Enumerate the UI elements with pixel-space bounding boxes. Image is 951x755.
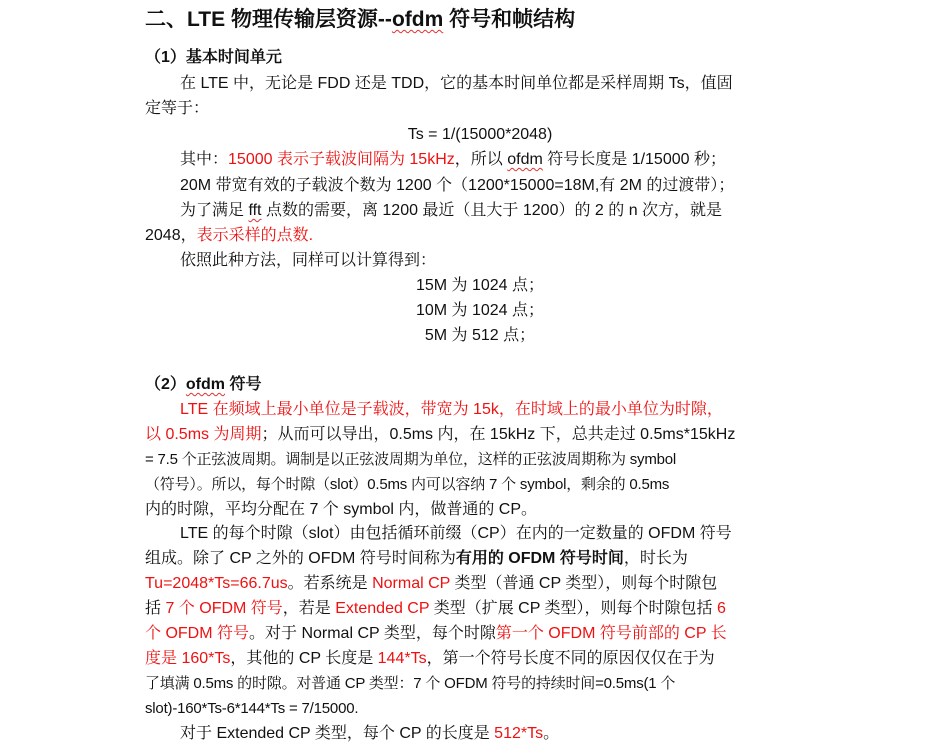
highlight-text: 7 个 OFDM 符号 bbox=[165, 600, 283, 617]
result-line: 5M 为 512 点； bbox=[424, 327, 536, 344]
paragraph-line: 内的时隙，平均分配在 7 个 symbol 内，做普通的 CP。 bbox=[145, 501, 538, 518]
paragraph-line: LTE 的每个时隙（slot）由包括循环前缀（CP）在内的一定数量的 OFDM 符号 bbox=[180, 525, 732, 542]
text: 组成。除了 CP 之外的 OFDM 符号时间称为 bbox=[145, 550, 456, 567]
text: 点数的需要，离 1200 最近（且大于 1200）的 2 的 n 次方，就是 bbox=[261, 202, 723, 219]
text: 。 bbox=[543, 725, 560, 742]
text: 。对于 Normal CP 类型，每个时隙 bbox=[249, 625, 496, 642]
paragraph-line bbox=[145, 622, 727, 646]
title-prefix: 二、LTE 物理传输层资源-- bbox=[145, 8, 392, 31]
text: 类型（普通 CP 类型），则每个时隙包 bbox=[450, 575, 718, 592]
text: 符号 bbox=[225, 376, 262, 393]
paragraph-line bbox=[145, 423, 735, 447]
paragraph-line: 定等于： bbox=[145, 100, 210, 117]
spellcheck-word[interactable]: ofdm bbox=[185, 376, 226, 393]
paragraph-line: 在 LTE 中，无论是 FDD 还是 TDD，它的基本时间单位都是采样周期 Ts，值固 bbox=[180, 75, 733, 92]
highlight-text: 512*Ts bbox=[494, 725, 544, 742]
paragraph-line bbox=[145, 224, 313, 248]
paragraph-line: 依照此种方法，同样可以计算得到： bbox=[180, 252, 437, 269]
paragraph-line bbox=[145, 597, 726, 621]
paragraph-line bbox=[145, 572, 717, 596]
highlight-text: 表示采样的点数. bbox=[196, 227, 314, 244]
spellcheck-word[interactable]: fft bbox=[248, 202, 262, 219]
paragraph-line: 20M 带宽有效的子载波个数为 1200 个（1200*15000=18M,有 2M 的过渡带）； bbox=[180, 177, 735, 194]
paragraph-line bbox=[180, 722, 559, 746]
text: 符号长度是 1/15000 秒； bbox=[542, 151, 726, 168]
highlight-text: 个 OFDM 符号 bbox=[145, 625, 249, 642]
section-heading-ofdm-symbol bbox=[145, 373, 261, 397]
result-line: 15M 为 1024 点； bbox=[415, 277, 545, 294]
title-suffix: 符号和帧结构 bbox=[443, 8, 576, 31]
text: 2048， bbox=[145, 227, 197, 244]
text: 其中： bbox=[180, 151, 229, 168]
text: 括 bbox=[145, 600, 166, 617]
spellcheck-word[interactable]: ofdm bbox=[507, 151, 543, 168]
highlight-text: 15000 表示子载波间隔为 15kHz bbox=[228, 151, 455, 168]
text: ，其他的 CP 长度是 bbox=[230, 650, 378, 667]
bold-text: 有用的 OFDM 符号时间 bbox=[455, 550, 624, 567]
text: 对于 Extended CP 类型，每个 CP 的长度是 bbox=[180, 725, 495, 742]
text: 为了满足 bbox=[180, 202, 249, 219]
text: 。若系统是 bbox=[287, 575, 373, 592]
highlight-text: Normal CP bbox=[372, 575, 451, 592]
formula-ts: Ts = 1/(15000*2048) bbox=[407, 126, 553, 143]
highlight-text: 144*Ts bbox=[377, 650, 427, 667]
paragraph-line: = 7.5 个正弦波周期。调制是以正弦波周期为单位，这样的正弦波周期称为 symbol bbox=[145, 451, 677, 468]
text: （2） bbox=[145, 376, 186, 393]
text: ，第一个符号长度不同的原因仅仅在于为 bbox=[426, 650, 715, 667]
text: ；从而可以导出，0.5ms 内，在 15kHz 下，总共走过 0.5ms*15kHz bbox=[261, 426, 736, 443]
highlight-text: Extended CP bbox=[335, 600, 430, 617]
paragraph-line: 了填满 0.5ms 的时隙。对普通 CP 类型：7 个 OFDM 符号的持续时间=0.5ms(1 个 bbox=[145, 675, 676, 692]
paragraph-line: LTE 在频域上最小单位是子载波，带宽为 15k，在时域上的最小单位为时隙， bbox=[180, 401, 723, 418]
highlight-text: 以 0.5ms 为周期 bbox=[145, 426, 262, 443]
spellcheck-word[interactable]: ofdm bbox=[391, 8, 444, 31]
text: ，所以 bbox=[454, 151, 508, 168]
paragraph-line bbox=[145, 547, 688, 571]
paragraph-line bbox=[180, 148, 726, 172]
paragraph-line: （符号）。所以，每个时隙（slot）0.5ms 内可以容纳 7 个 symbol，剩余的 0.5ms bbox=[145, 476, 670, 493]
highlight-text: Tu=2048*Ts=66.7us bbox=[145, 575, 288, 592]
highlight-text: 度是 160*Ts bbox=[145, 650, 231, 667]
document-title bbox=[145, 8, 575, 32]
paragraph-line bbox=[145, 647, 715, 671]
text: ，若是 bbox=[282, 600, 336, 617]
section-heading-basic-time-unit: （1）基本时间单元 bbox=[145, 49, 282, 66]
paragraph-line: slot)-160*Ts-6*144*Ts = 7/15000. bbox=[145, 700, 359, 717]
highlight-text: 6 bbox=[716, 600, 726, 617]
result-line: 10M 为 1024 点； bbox=[415, 302, 545, 319]
text: ，时长为 bbox=[623, 550, 688, 567]
text: 类型（扩展 CP 类型），则每个时隙包括 bbox=[429, 600, 717, 617]
paragraph-line bbox=[180, 199, 722, 223]
highlight-text: 第一个 OFDM 符号前部的 CP 长 bbox=[495, 625, 727, 642]
